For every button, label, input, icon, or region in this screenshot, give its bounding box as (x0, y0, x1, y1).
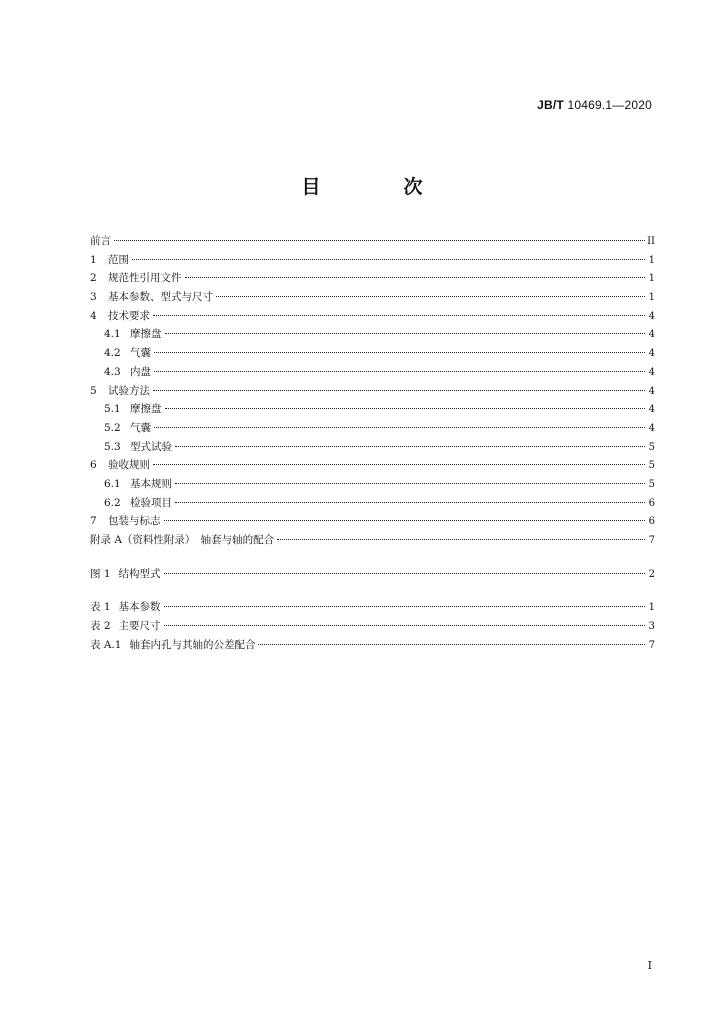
toc-entry-label: 内盘 (130, 365, 151, 378)
toc-entry-page: 7 (648, 535, 655, 546)
toc-entry-label: 前言 (90, 235, 111, 247)
toc-entry-number: 5 (90, 384, 97, 397)
toc-dot-leader (154, 371, 645, 372)
toc-dot-leader (165, 408, 646, 409)
toc-entry[interactable] (90, 636, 655, 655)
toc-dot-leader (164, 573, 645, 574)
toc-dot-leader (258, 644, 645, 645)
toc-entry-label: 附录 A（资料性附录） 轴套与轴的配合 (90, 534, 275, 546)
toc-entry-label: 规范性引用文件 (108, 272, 182, 285)
toc-entry[interactable] (90, 288, 655, 307)
toc-entry-number: 6.1 (104, 477, 121, 490)
page-title: 目 次 (301, 176, 455, 198)
toc-dot-leader (153, 464, 645, 465)
toc-entry[interactable] (90, 494, 655, 513)
toc-entry-label: 型式试验 (130, 440, 172, 453)
toc-entry[interactable] (90, 344, 655, 363)
toc-entry-label: 气囊 (130, 421, 151, 434)
document-code-prefix: JB/T (537, 98, 564, 112)
toc-entry-number: 4 (90, 309, 97, 322)
toc-dot-leader (216, 296, 645, 297)
toc-entry-number: 5.2 (104, 421, 121, 434)
toc-dot-leader (175, 502, 645, 503)
toc-entry-number: 6 (90, 459, 97, 472)
toc-entry[interactable] (90, 438, 655, 457)
toc-entry-number: 7 (90, 515, 97, 528)
toc-entry-number: 4.3 (104, 365, 121, 378)
toc-entry[interactable] (90, 565, 655, 584)
toc-entry[interactable] (90, 382, 655, 401)
toc-entry-number: 表 1 (90, 601, 111, 614)
toc-dot-leader (165, 333, 646, 334)
toc-dot-leader (154, 352, 645, 353)
toc-dot-leader (164, 625, 645, 626)
toc-entry-number: 1 (90, 253, 97, 266)
page-number: I (647, 959, 652, 972)
toc-entry[interactable] (90, 419, 655, 438)
toc-entry-page: 4 (648, 348, 655, 360)
toc-entry-number: 6.2 (104, 496, 121, 509)
toc-entry[interactable] (90, 307, 655, 326)
toc-entry-page: 1 (648, 273, 655, 285)
toc-entry[interactable] (90, 598, 655, 617)
toc-dot-leader (164, 606, 645, 607)
toc-entry-page: II (647, 236, 655, 247)
toc-entry-page: 4 (648, 404, 655, 416)
document-code (537, 98, 652, 112)
toc-entry-label: 基本参数 (118, 601, 161, 614)
toc-entry-page: 5 (648, 460, 655, 472)
toc-dot-leader (153, 390, 645, 391)
toc-dot-leader (277, 539, 645, 540)
toc-entry[interactable] (90, 232, 655, 251)
toc-entry[interactable] (90, 325, 655, 344)
toc-entry-label: 气囊 (130, 347, 151, 360)
toc-entry-page: 6 (648, 516, 655, 528)
document-code-number: 10469.1—2020 (567, 98, 652, 112)
toc-entry-label: 范围 (108, 253, 129, 266)
toc-entry-page: 4 (648, 385, 655, 397)
toc-entry-label: 技术要求 (108, 309, 150, 322)
toc-entry-number: 5.3 (104, 440, 121, 453)
toc-entry-label: 基本参数、型式与尺寸 (108, 291, 213, 304)
toc-entry-number: 4.1 (104, 328, 121, 341)
toc-entry[interactable] (90, 531, 655, 550)
toc-entry-page: 1 (648, 602, 655, 614)
toc-entry[interactable] (90, 475, 655, 494)
toc-entry[interactable] (90, 363, 655, 382)
toc-entry-label: 验收规则 (108, 459, 150, 472)
toc-dot-leader (114, 240, 645, 241)
toc-entry-page: 6 (648, 497, 655, 509)
toc-entry-number: 表 A.1 (90, 638, 122, 651)
toc-entry[interactable] (90, 251, 655, 270)
toc-entry-number: 3 (90, 291, 97, 304)
toc-entry-label: 摩擦盘 (130, 403, 162, 416)
toc-entry-page: 5 (648, 478, 655, 490)
toc-entry-label: 轴套内孔与其轴的公差配合 (129, 638, 256, 651)
toc-entry-label: 试验方法 (108, 384, 150, 397)
toc-entry-number: 表 2 (90, 620, 111, 633)
toc-entry[interactable] (90, 269, 655, 288)
toc-entry-page: 4 (648, 310, 655, 322)
toc-entry-number: 5.1 (104, 403, 121, 416)
toc-entry-page: 4 (648, 329, 655, 341)
toc-dot-leader (153, 315, 645, 316)
toc-entry-page: 5 (648, 441, 655, 453)
toc-entry-page: 2 (648, 568, 655, 580)
toc-dot-leader (175, 483, 645, 484)
toc-entry[interactable] (90, 400, 655, 419)
toc-entry-page: 4 (648, 422, 655, 434)
toc-entry-label: 检验项目 (130, 496, 172, 509)
toc-entry-label: 结构型式 (118, 567, 161, 580)
toc-entry-number: 图 1 (90, 567, 111, 580)
toc-entry-page: 1 (648, 292, 655, 304)
table-of-contents (90, 232, 655, 654)
toc-dot-leader (185, 277, 646, 278)
toc-entry-page: 3 (648, 621, 655, 633)
toc-dot-leader (164, 520, 646, 521)
toc-entry[interactable] (90, 456, 655, 475)
toc-dot-leader (132, 259, 645, 260)
toc-entry-page: 7 (648, 639, 655, 651)
toc-entry-label: 摩擦盘 (130, 328, 162, 341)
toc-dot-leader (175, 446, 645, 447)
toc-entry-label: 基本规则 (130, 477, 172, 490)
toc-entry-label: 主要尺寸 (118, 620, 161, 633)
toc-entry-number: 4.2 (104, 347, 121, 360)
toc-entry-page: 4 (648, 366, 655, 378)
toc-entry[interactable] (90, 617, 655, 636)
toc-entry-number: 2 (90, 272, 97, 285)
toc-entry-page: 1 (648, 254, 655, 266)
toc-entry[interactable] (90, 512, 655, 531)
toc-dot-leader (154, 427, 645, 428)
toc-entry-label: 包装与标志 (108, 515, 161, 528)
